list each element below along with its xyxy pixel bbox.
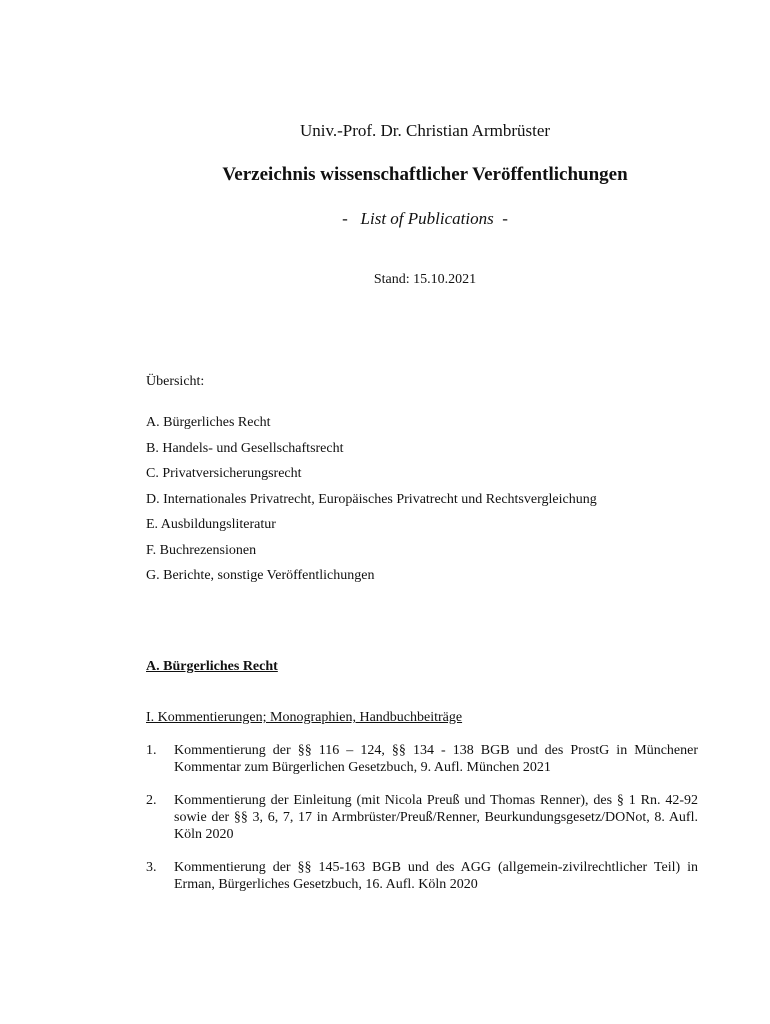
publication-text: Kommentierung der §§ 145-163 BGB und des AGG (allgemein-zivilrechtlicher Teil) in Erman, Bürgerliches Gesetzbuch, 16. Aufl. Köln 2020 bbox=[174, 860, 698, 892]
overview-list bbox=[146, 414, 597, 593]
document-title: Verzeichnis wissenschaftlicher Veröffentlichungen bbox=[222, 164, 628, 185]
overview-label: Übersicht: bbox=[146, 374, 205, 389]
overview-item: A. Bürgerliches Recht bbox=[146, 415, 271, 430]
author-name: Univ.-Prof. Dr. Christian Armbrüster bbox=[299, 121, 551, 140]
publication-text: Kommentierung der §§ 116 – 124, §§ 134 - 138 BGB und des ProstG in Münchener Kommentar zum Bürgerlichen Gesetzbuch, 9. Aufl. München 2021 bbox=[174, 743, 698, 775]
publication-number: 2. bbox=[146, 793, 157, 808]
publication-item bbox=[146, 742, 698, 776]
overview-item: C. Privatversicherungsrecht bbox=[146, 466, 302, 481]
overview-item: F. Buchrezensionen bbox=[146, 542, 257, 558]
overview-item: G. Berichte, sonstige Veröffentlichungen bbox=[146, 568, 375, 583]
publication-number: 3. bbox=[146, 860, 157, 875]
document-subtitle bbox=[40, 209, 770, 229]
overview-item: E. Ausbildungsliteratur bbox=[146, 517, 276, 532]
publication-item bbox=[146, 859, 698, 893]
subsection-heading: I. Kommentierungen; Monographien, Handbuchbeiträge bbox=[146, 710, 463, 725]
overview-item: D. Internationales Privatrecht, Europäisches Privatrecht und Rechtsvergleichung bbox=[146, 491, 597, 507]
subtitle-text: List of Publications bbox=[360, 209, 494, 228]
subtitle-dash-right: - bbox=[502, 209, 508, 228]
publication-number: 1. bbox=[146, 743, 157, 758]
subtitle-dash-left: - bbox=[342, 209, 348, 228]
stand-date: Stand: 15.10.2021 bbox=[373, 272, 477, 287]
section-heading: A. Bürgerliches Recht bbox=[146, 659, 278, 674]
publication-item bbox=[146, 792, 698, 843]
publication-text: Kommentierung der Einleitung (mit Nicola Preuß und Thomas Renner), des § 1 Rn. 42-92 sowie der §§ 3, 6, 7, 17 in Armbrüster/Preuß/Renner, Beurkundungsgesetz/DONot, 8. Aufl. Köln 2020 bbox=[174, 793, 698, 842]
overview-item: B. Handels- und Gesellschaftsrecht bbox=[146, 440, 344, 456]
